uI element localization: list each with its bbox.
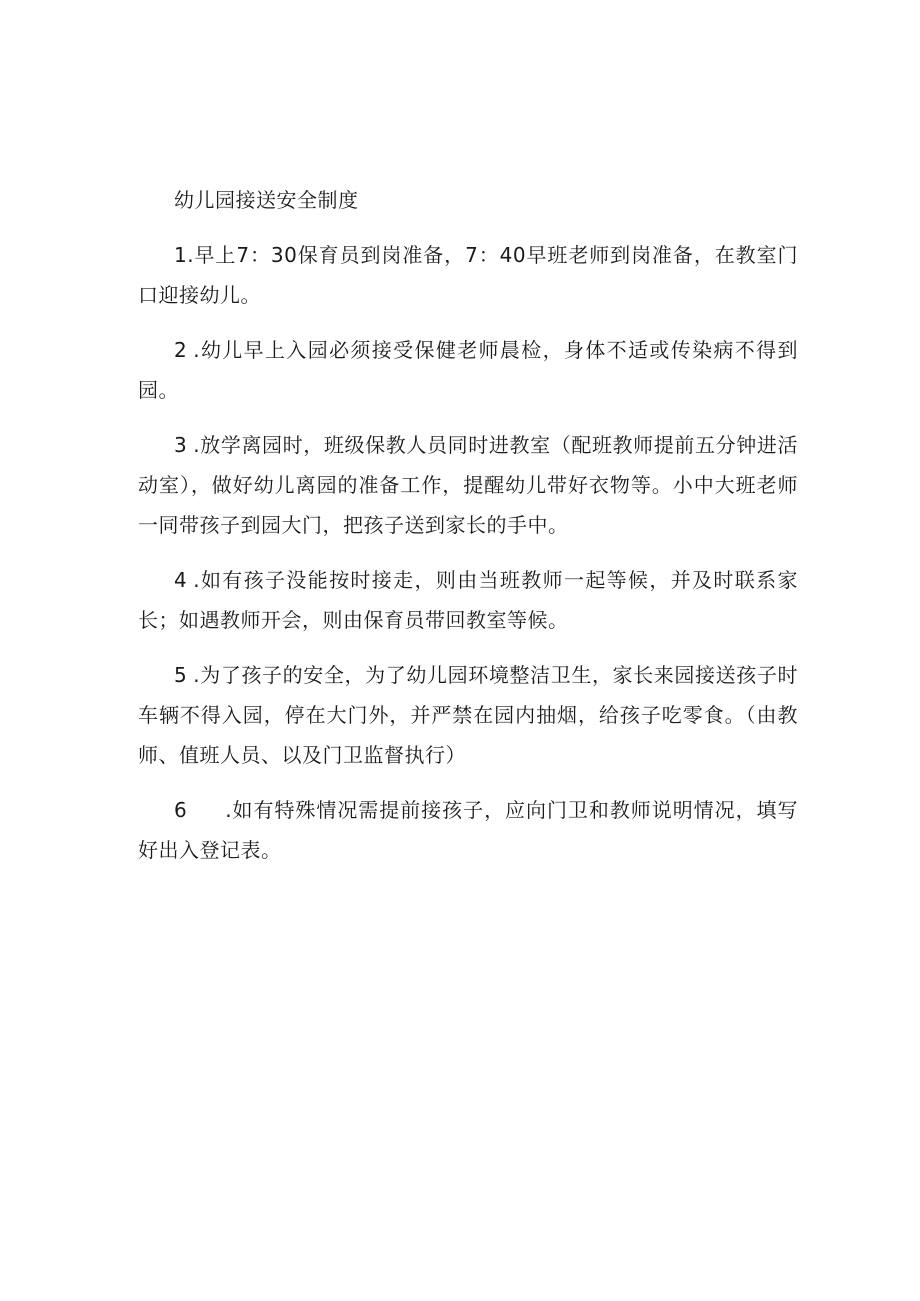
clause-4 [138,560,798,640]
clause-1 [138,235,798,315]
clause-5 [138,655,798,775]
clause-3 [138,425,798,545]
clause-number: 3 [174,433,188,457]
clause-number: 6 [174,798,188,822]
clause-number: 1. [174,243,195,267]
clause-text: .如有孩子没能按时接走，则由当班教师一起等候，并及时联系家长；如遇教师开会，则由保育员带回教室等候。 [138,568,798,632]
clause-text: .放学离园时，班级保教人员同时进教室（配班教师提前五分钟进活动室），做好幼儿离园的准备工作，提醒幼儿带好衣物等。小中大班老师一同带孩子到园大门，把孩子送到家长的手中。 [138,433,798,537]
clause-6 [138,790,798,870]
clause-text: .如有特殊情况需提前接孩子，应向门卫和教师说明情况，填写好出入登记表。 [138,798,798,862]
document-title: 幼儿园接送安全制度 [174,188,359,212]
clause-number: 4 [174,568,188,592]
clause-text: 早上7：30保育员到岗准备，7：40早班老师到岗准备，在教室门口迎接幼儿。 [138,243,798,307]
clause-number: 5 [174,663,188,687]
document-body [138,180,798,885]
clause-text: .幼儿早上入园必须接受保健老师晨检，身体不适或传染病不得到园。 [138,338,798,402]
clause-number: 2 [174,338,188,362]
clause-text: .为了孩子的安全，为了幼儿园环境整洁卫生，家长来园接送孩子时车辆不得入园，停在大门外，并严禁在园内抽烟，给孩子吃零食。（由教师、值班人员、以及门卫监督执行） [138,663,798,767]
clause-2 [138,330,798,410]
